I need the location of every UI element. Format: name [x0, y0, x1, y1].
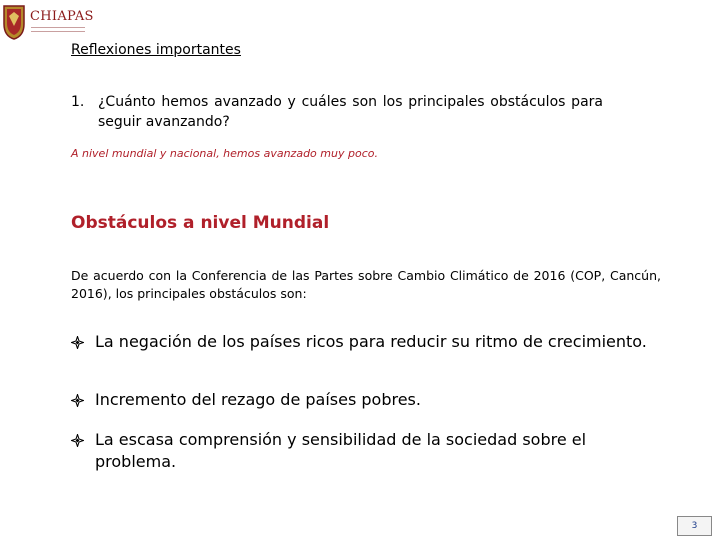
chiapas-logo — [0, 0, 92, 44]
chiapas-shield-icon — [2, 4, 26, 40]
intro-paragraph: De acuerdo con la Conferencia de las Partes sobre Cambio Climático de 2016 (COP, Cancún, 2016), los principales obstáculos son: — [71, 268, 661, 301]
section-title: Obstáculos a nivel Mundial — [71, 213, 330, 233]
page-number: 3 — [677, 516, 712, 536]
answer-text: A nivel mundial y nacional, hemos avanzado muy poco. — [71, 147, 378, 160]
list-item — [71, 429, 651, 473]
logo-wordmark: CHIAPAS — [30, 9, 94, 24]
question-item — [71, 92, 603, 132]
logo-underline — [31, 27, 85, 32]
diamond-bullet-icon — [71, 434, 84, 447]
question-text: ¿Cuánto hemos avanzado y cuáles son los principales obstáculos para seguir avanzando? — [98, 94, 603, 130]
diamond-bullet-icon — [71, 394, 84, 407]
list-item-text: La escasa comprensión y sensibilidad de la sociedad sobre el problema. — [95, 430, 587, 471]
list-item — [71, 331, 647, 353]
question-number: 1. — [71, 94, 85, 110]
list-item-text: Incremento del rezago de países pobres. — [95, 390, 421, 409]
page-title: Reflexiones importantes — [71, 42, 241, 58]
diamond-bullet-icon — [71, 336, 84, 349]
list-item-text: La negación de los países ricos para reducir su ritmo de crecimiento. — [95, 332, 647, 351]
list-item — [71, 389, 421, 411]
